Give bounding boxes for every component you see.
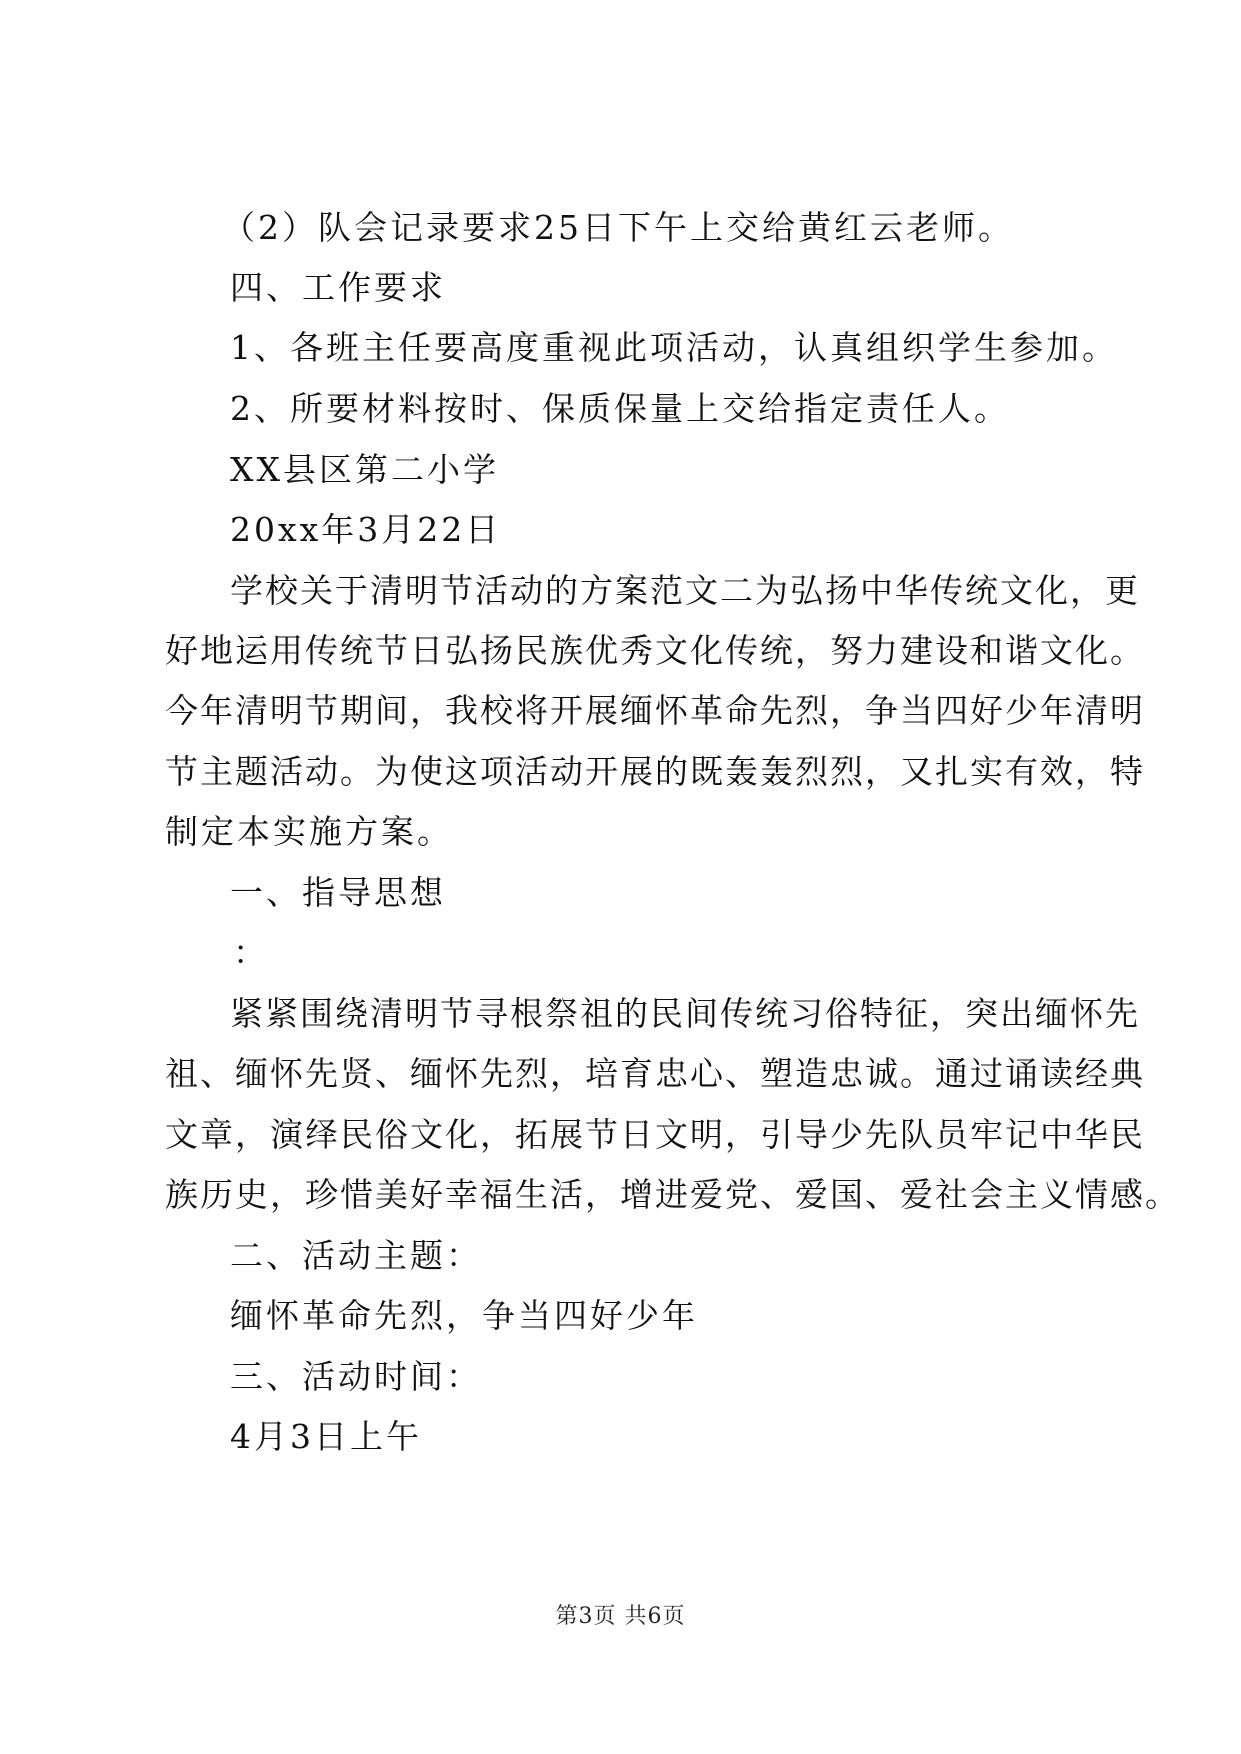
signature-school: XX县区第二小学: [230, 450, 499, 489]
text-line: 2、所要材料按时、保质保量上交给指定责任人。: [230, 389, 1010, 428]
section-heading: 一、指导思想: [230, 873, 446, 912]
paragraph-line: 紧紧围绕清明节寻根祭祖的民间传统习俗特征，突出缅怀先: [230, 994, 1140, 1033]
section-heading: 二、活动主题：: [230, 1236, 482, 1275]
text-line: ：: [233, 933, 269, 972]
paragraph-line: 文章，演绎民俗文化，拓展节日文明，引导少先队员牢记中华民: [165, 1115, 1145, 1154]
text-line: 4月3日上午: [230, 1417, 422, 1456]
paragraph-line: 节主题活动。为使这项活动开展的既轰轰烈烈，又扎实有效，特: [165, 752, 1145, 791]
text-line: 缅怀革命先烈，争当四好少年: [230, 1296, 698, 1335]
section-heading: 三、活动时间：: [230, 1357, 482, 1396]
page-number-footer: 第3页 共6页: [555, 1604, 686, 1629]
section-heading: 四、工作要求: [230, 268, 446, 307]
text-line: （2）队会记录要求25日下午上交给黄红云老师。: [222, 208, 1014, 247]
paragraph-line: 祖、缅怀先贤、缅怀先烈，培育忠心、塑造忠诚。通过诵读经典: [165, 1054, 1145, 1093]
paragraph-line: 好地运用传统节日弘扬民族优秀文化传统，努力建设和谐文化。: [165, 631, 1145, 670]
signature-date: 20xx年3月22日: [230, 510, 502, 549]
paragraph-line: 族历史，珍惜美好幸福生活，增进爱党、爱国、爱社会主义情感。: [165, 1175, 1180, 1214]
paragraph-line: 学校关于清明节活动的方案范文二为弘扬中华传统文化，更: [230, 571, 1140, 610]
paragraph-line: 今年清明节期间，我校将开展缅怀革命先烈，争当四好少年清明: [165, 691, 1145, 730]
text-line: 1、各班主任要高度重视此项活动，认真组织学生参加。: [230, 328, 1118, 367]
paragraph-line: 制定本实施方案。: [165, 812, 453, 851]
